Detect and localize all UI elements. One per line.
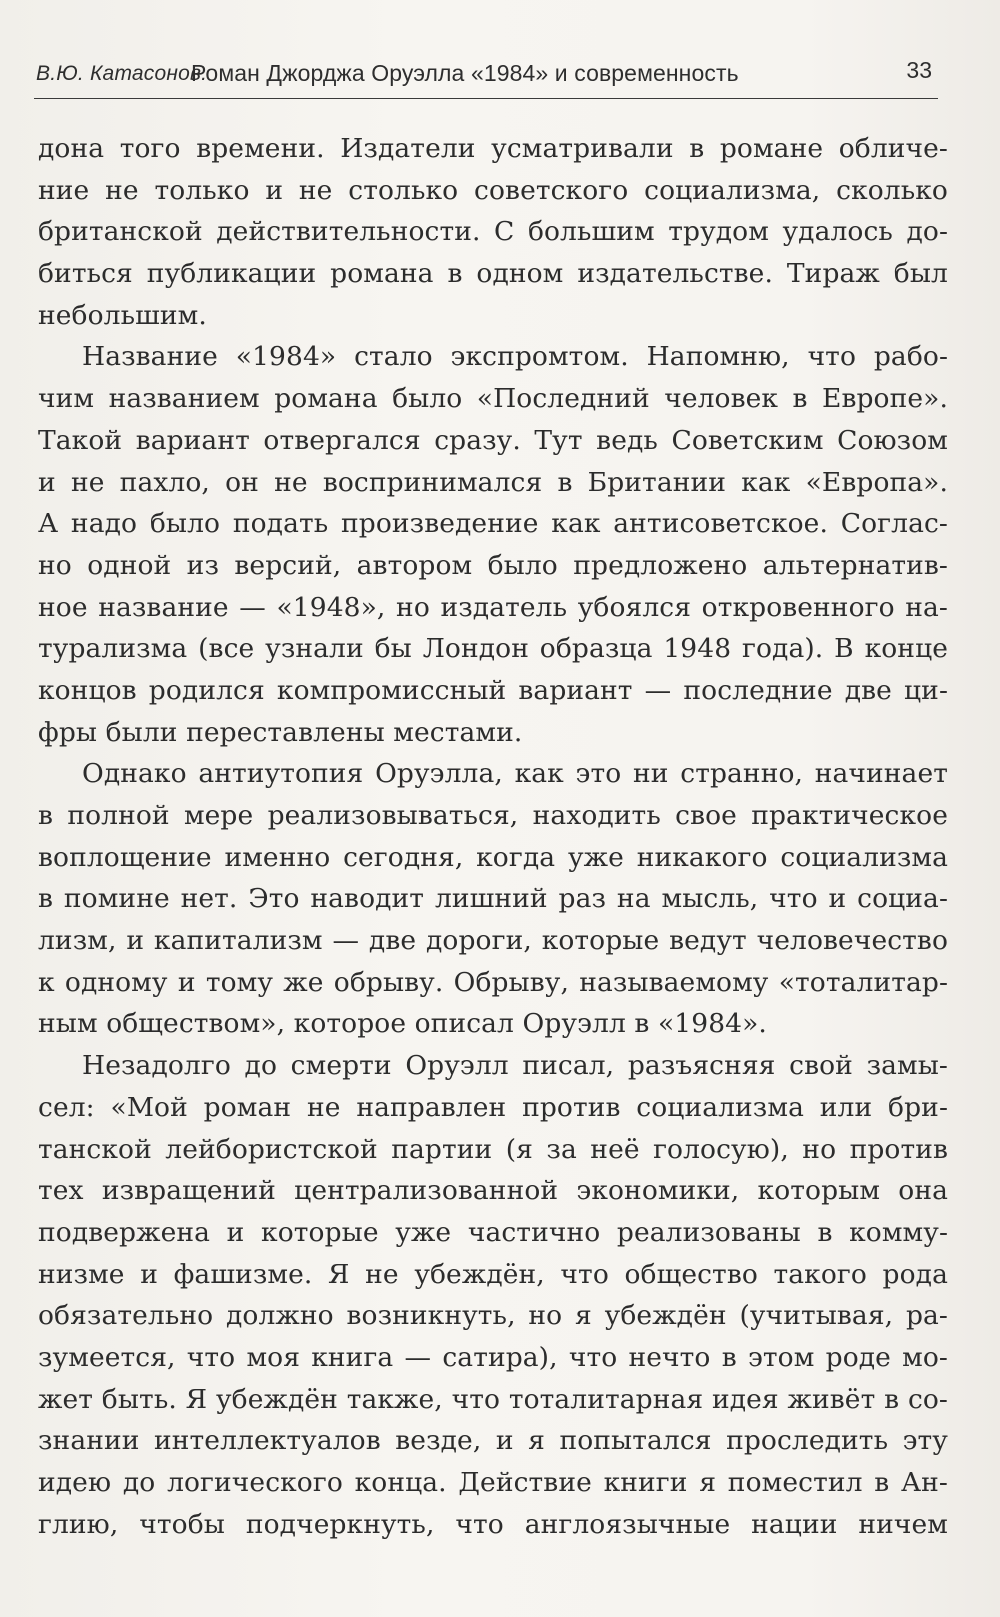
header-author: В.Ю. Катасонов. — [36, 62, 208, 85]
page-number: 33 — [906, 57, 932, 83]
text-line: зумеется, что моя книга — сатира), что нечто в этом роде мо- — [38, 1341, 948, 1373]
text-line: ние не только и не столько советского социализма, сколько — [38, 174, 948, 206]
text-line: Такой вариант отвергался сразу. Тут ведь Советским Союзом — [38, 424, 948, 456]
text-line: к одному и тому же обрыву. Обрыву, называемому «тоталитар- — [38, 966, 948, 998]
text-line: дона того времени. Издатели усматривали в романе обличе- — [38, 133, 948, 164]
text-line: Название «1984» стало экспромтом. Напомню, что рабо- — [82, 341, 948, 373]
text-line: небольшим. — [38, 299, 207, 331]
text-line: но одной из версий, автором было предложено альтернатив- — [38, 549, 948, 581]
text-line: фры были переставлены местами. — [38, 716, 523, 748]
text-line: концов родился компромиссный вариант — последние две ци- — [38, 674, 948, 706]
text-line: и не пахло, он не воспринимался в Британии как «Европа». — [38, 466, 948, 498]
text-line: биться публикации романа в одном издательстве. Тираж был — [38, 258, 948, 290]
text-line: в полной мере реализовываться, находить свое практическое — [38, 800, 948, 831]
text-line: А надо было подать произведение как антисоветское. Соглас- — [38, 508, 948, 540]
text-line: турализма (все узнали бы Лондон образца 1948 года). В конце — [38, 633, 948, 665]
text-line: Незадолго до смерти Оруэлл писал, разъясняя свой замы- — [82, 1050, 948, 1082]
text-line: чим названием романа было «Последний человек в Европе». — [38, 383, 948, 415]
text-line: в помине нет. Это наводит лишний раз на мысль, что и социа- — [38, 883, 948, 915]
text-line: ное название — «1948», но издатель убоялся откровенного на- — [38, 591, 948, 623]
text-line: низме и фашизме. Я не убеждён, что общество такого рода — [38, 1258, 948, 1290]
text-line: обязательно должно возникнуть, но я убеждён (учитывая, ра- — [38, 1300, 948, 1332]
header-title: Роман Джорджа Оруэлла «1984» и современность — [191, 60, 739, 86]
text-line: танской лейбористской партии (я за неё голосую), но против — [38, 1133, 948, 1165]
body-text — [38, 128, 948, 1545]
text-line: лизм, и капитализм — две дороги, которые ведут человечество — [38, 925, 948, 957]
running-header — [34, 52, 938, 99]
text-line: идею до логического конца. Действие книги я поместил в Ан- — [38, 1467, 948, 1498]
text-line: Однако антиутопия Оруэлла, как это ни странно, начинает — [82, 758, 948, 790]
text-line: сел: «Мой роман не направлен против социализма или бри- — [38, 1091, 948, 1123]
text-line: подвержена и которые уже частично реализованы в комму- — [38, 1216, 948, 1248]
text-line: глию, чтобы подчеркнуть, что англоязычные нации ничем — [38, 1508, 948, 1540]
text-line: воплощение именно сегодня, когда уже никакого социализма — [38, 841, 948, 873]
text-line: жет быть. Я убеждён также, что тоталитарная идея живёт в со- — [38, 1383, 948, 1415]
text-line: ным обществом», которое описал Оруэлл в «1984». — [38, 1008, 767, 1040]
text-line: тех извращений централизованной экономики, которым она — [38, 1175, 948, 1207]
text-line: знании интеллектуалов везде, и я попытался проследить эту — [38, 1425, 948, 1457]
text-line: британской действительности. С большим трудом удалось до- — [38, 216, 948, 248]
